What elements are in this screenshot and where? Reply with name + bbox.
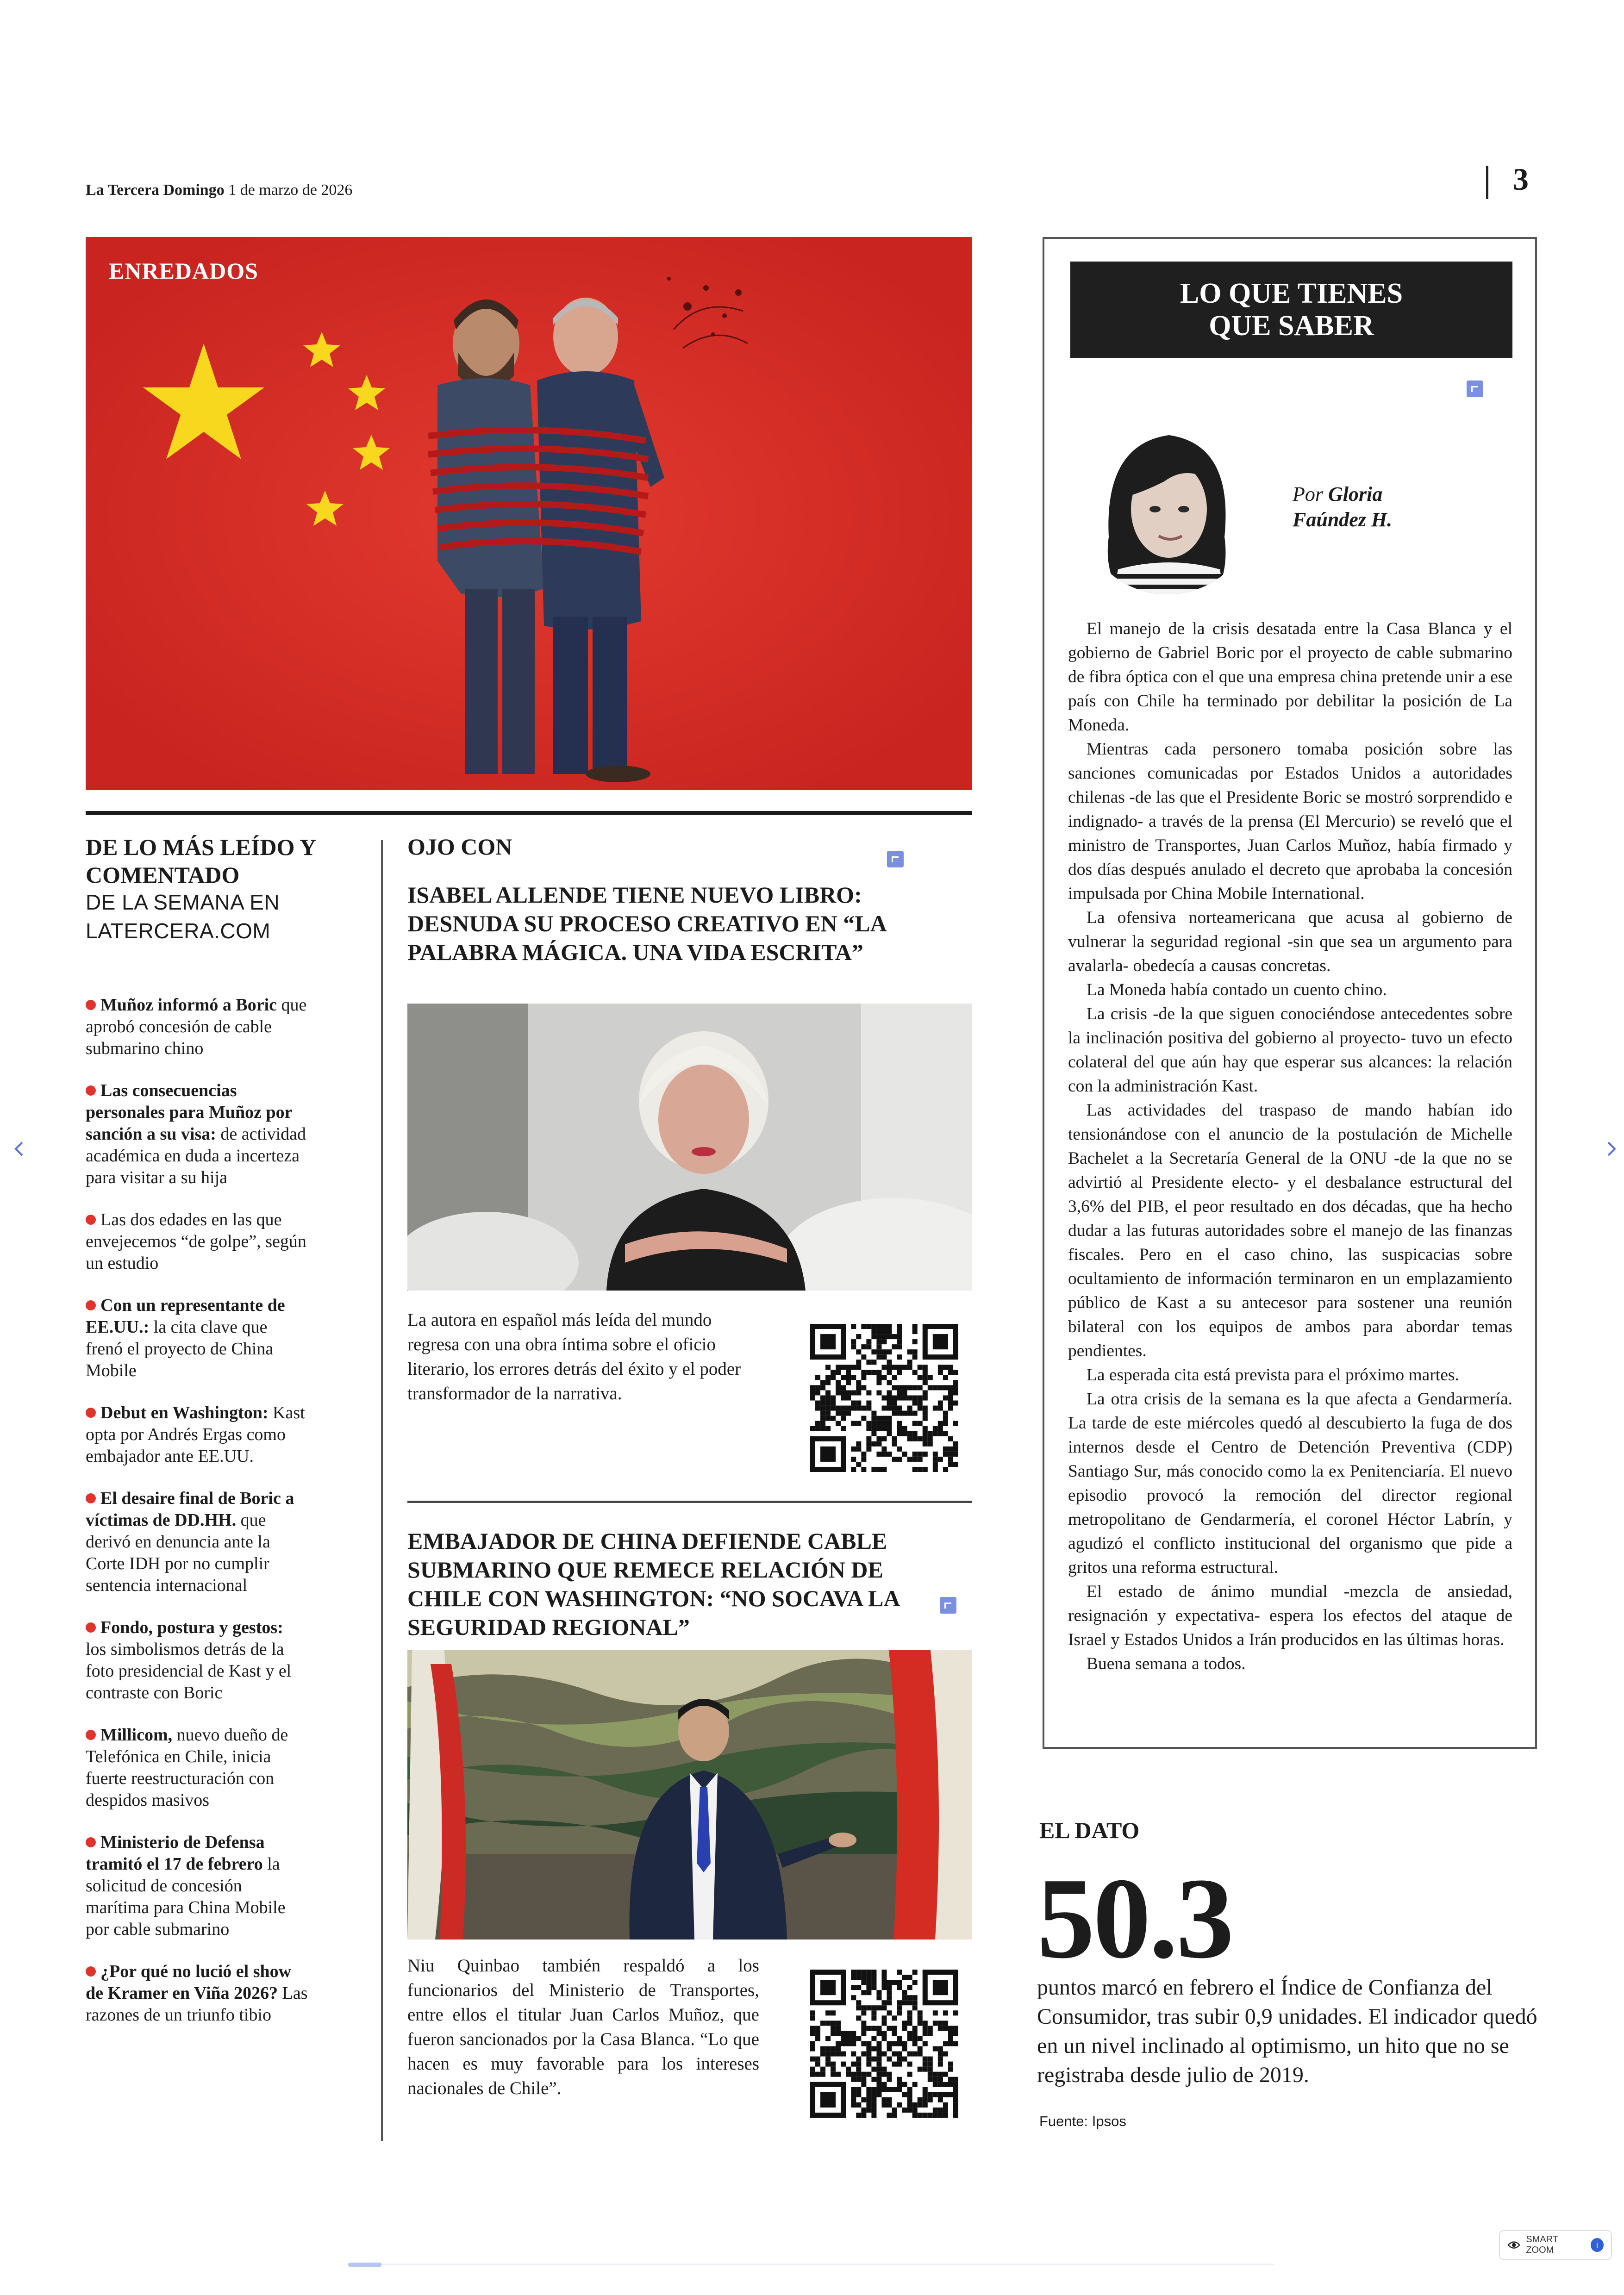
bullet-icon [86, 1730, 96, 1740]
author-prefix: Por [1293, 483, 1323, 505]
column-paragraph: La otra crisis de la semana es la que afecta a Gendarmería. La tarde de este miércoles quedó al descubierto la fuga de dos internos desde el Centro de Detención Preventiva (CDP) Santiago Sur, más conocido como la ex Penitenciaría. El nuevo episodio provocó la remoción del director regional metropolitano de Gendarmería, el coronel Héctor Labrín, y agudizó el conflicto institucional del organismo que pide a gritos una reforma estructural. [1068, 1390, 1512, 1577]
story2-caption: Niu Quinbao también respaldó a los funcionarios del Ministerio de Transportes, entre ellos el titular Juan Carlos Muñoz, que fueron sancionados por la Casa Blanca. “Lo que hacen es muy favorable para los intereses nacionales de Chile”. [407, 1956, 759, 2098]
column-banner [1070, 262, 1512, 358]
most-read-item[interactable] [86, 1402, 308, 1467]
story1-caption: La autora en español más leída del mundo regresa con una obra íntima sobre el oficio literario, los errores detrás del éxito y el poder transformador de la narrativa. [407, 1310, 741, 1403]
publication-date: 1 de marzo de 2026 [228, 181, 353, 199]
column-paragraph: La Moneda había contado un cuento chino. [1087, 980, 1387, 999]
column-banner-line1: LO QUE TIENES [1180, 278, 1403, 309]
most-read-item-text: nuevo dueño de Telefónica en Chile, inicia fuerte reestructuración con despidos masivos [86, 1725, 288, 1810]
el-dato-label: EL DATO [1039, 1817, 1140, 1843]
prev-page-icon[interactable] [10, 1140, 29, 1158]
most-read-item-text: los simbolismos detrás de la foto presidencial de Kast y el contraste con Boric [86, 1640, 292, 1703]
column-paragraph: La esperada cita está prevista para el próximo martes. [1087, 1366, 1459, 1384]
most-read-item[interactable] [86, 1961, 308, 2026]
bullet-icon [86, 1408, 96, 1418]
story1-photo-art [407, 1004, 972, 1291]
most-read-item-bold: Muñoz informó a Boric [100, 995, 277, 1015]
most-read-item-bold: Ministerio de Defensa tramitó el 17 de febrero [86, 1833, 265, 1874]
most-read-item[interactable] [86, 1724, 308, 1811]
column-paragraph: La ofensiva norteamericana que acusa al gobierno de vulnerar la seguridad regional -sin que sea un argumento para avalarla- obedecía a causas concretas. [1068, 908, 1512, 975]
story2-photo [407, 1650, 972, 1940]
next-page-icon[interactable] [1602, 1140, 1620, 1158]
most-read-item-bold: Debut en Washington: [100, 1403, 269, 1422]
smart-zoom-label: SMART ZOOM [1526, 2234, 1558, 2255]
hero-illustration [86, 237, 972, 790]
story2-photo-art [407, 1650, 972, 1940]
el-dato-value: 50.3 [1037, 1854, 1232, 1983]
most-read-item[interactable] [86, 1832, 308, 1940]
most-read-item-text: la solicitud de concesión marítima para China Mobile por cable submarino [86, 1854, 286, 1939]
publication-line [86, 181, 352, 199]
column-paragraph: La crisis -de la que siguen conociéndose antecedentes sobre la inclinación positiva del gobierno al proyecto- tuvo un efecto colateral del que aún hay que esperar sus alcances: la relación con la administración Kast. [1068, 1004, 1512, 1096]
most-read-item[interactable] [86, 994, 308, 1060]
column-paragraph: El manejo de la crisis desatada entre la Casa Blanca y el gobierno de Gabriel Boric por el proyecto de cable submarino de fibra óptica con el que una empresa china pretende unir a ese país con Chile ha terminado por debilitar la posición de La Moneda. [1068, 619, 1512, 735]
bullet-icon [86, 1300, 96, 1310]
publication-name: La Tercera Domingo [86, 181, 225, 199]
most-read-item[interactable] [86, 1209, 308, 1274]
bullet-icon [86, 1215, 96, 1225]
header-divider [1486, 166, 1488, 199]
most-read-item[interactable] [86, 1488, 308, 1597]
most-read-item-text: que aprobó concesión de cable submarino chino [86, 995, 307, 1058]
author-last-name: Faúndez H. [1293, 508, 1393, 531]
hero-kicker: ENREDADOS [109, 258, 258, 284]
most-read-item-text: de actividad académica en duda a incerteza para visitar a su hija [86, 1124, 306, 1187]
column-paragraph: Las actividades del traspaso de mando habían ido tensionándose con el anuncio de la postulación de Michelle Bachelet a la Secretaría General de la ONU -de la que no se advirtió al Presidente electo- y el desbalance estructural del 3,6% del PIB, el peor resultado en dos décadas, que ha hecho dudar a las futuras autoridades sobre el manejo de las finanzas fiscales. Pero en el caso chino, las suspicacias sobre ocultamiento de información terminaron en un emplazamiento público de Kast a su antecesor para sostener una reunión bilateral con los equipos de ambos para abordar temas pendientes. [1068, 1101, 1512, 1360]
el-dato-text: puntos marcó en febrero el Índice de Confianza del Consumidor, tras subir 0,9 unidades. El indicador quedó en un nivel inclinado al optimismo, un hito que no se registraba desde julio de 2019. [1037, 1975, 1537, 2087]
most-read-item[interactable] [86, 1617, 308, 1704]
article-link-icon[interactable] [1467, 380, 1483, 397]
most-read-subtitle-line2: LATERCERA.COM [86, 919, 271, 943]
hero-artwork [86, 237, 972, 790]
most-read-item-bold: Fondo, postura y gestos: [100, 1618, 283, 1637]
story2-headline[interactable]: EMBAJADOR DE CHINA DEFIENDE CABLE SUBMARINO QUE REMECE RELACIÓN DE CHILE CON WASHINGTON: “NO SOCAVA LA SEGURIDAD REGIONAL” [407, 1528, 899, 1640]
most-read-item-bold: Millicom, [100, 1725, 173, 1745]
most-read-list [86, 994, 308, 2046]
bullet-icon [86, 1966, 96, 1977]
bullet-icon [86, 1000, 96, 1010]
el-dato-source: Fuente: Ipsos [1039, 2113, 1126, 2129]
column-author [1293, 481, 1392, 532]
column-paragraph: Buena semana a todos. [1087, 1654, 1246, 1673]
author-first-name: Gloria [1328, 483, 1383, 505]
most-read-subtitle [86, 888, 350, 945]
bullet-icon [86, 1622, 96, 1633]
article-link-icon[interactable] [940, 1597, 956, 1614]
smart-zoom-button[interactable] [1499, 2230, 1612, 2260]
article-link-icon[interactable] [887, 851, 904, 867]
most-read-item-bold: ¿Por qué no lució el show de Kramer en Viña 2026? [86, 1962, 292, 2003]
section-rule [86, 811, 972, 815]
most-read-title: DE LO MÁS LEÍDO Y COMENTADO [86, 834, 316, 888]
story-divider [407, 1501, 972, 1503]
most-read-item-bold: Las consecuencias personales para Muñoz por sanción a su visa: [86, 1081, 292, 1144]
bullet-icon [86, 1493, 96, 1503]
most-read-item-text: que derivó en denuncia ante la Corte IDH por no cumplir sentencia internacional [86, 1510, 270, 1595]
bullet-icon [86, 1837, 96, 1847]
page-progress-thumb[interactable] [348, 2263, 381, 2267]
most-read-item-text: Kast opta por Andrés Ergas como embajador ante EE.UU. [86, 1403, 305, 1466]
column-paragraph: Mientras cada personero tomaba posición sobre las sanciones comunicadas por Estados Unidos a autoridades chilenas -de las que el Presidente Boric se mostró sorprendido e indignado- a través de la prensa (El Mercurio) se reveló que el ministro de Transportes, Juan Carlos Muñoz, había firmado y dos días después anulado el decreto que aprobaba la concesión impulsada por China Mobile International. [1068, 740, 1512, 903]
most-read-item[interactable] [86, 1080, 308, 1189]
column-body [1068, 617, 1512, 1676]
story1-photo [407, 1004, 972, 1291]
most-read-item-bold: El desaire final de Boric a víctimas de DD.HH. [86, 1489, 294, 1530]
story1-headline[interactable]: ISABEL ALLENDE TIENE NUEVO LIBRO: DESNUDA SU PROCESO CREATIVO EN “LA PALABRA MÁGICA. UNA VIDA ESCRITA” [407, 882, 886, 965]
page-number: 3 [1513, 162, 1529, 197]
column-paragraph: El estado de ánimo mundial -mezcla de ansiedad, resignación y expectativa- espera los efectos del ataque de Israel y Estados Unidos a Irán producidos en las últimas horas. [1068, 1582, 1512, 1649]
column-banner-line2: QUE SABER [1209, 310, 1374, 342]
column-divider [381, 840, 383, 2141]
eye-icon [1507, 2240, 1520, 2250]
author-photo [1076, 417, 1259, 595]
story2-qr-code[interactable] [810, 1970, 958, 2118]
most-read-item-text: la cita clave que frenó el proyecto de China Mobile [86, 1317, 274, 1380]
smart-zoom-badge: i [1591, 2238, 1604, 2252]
bullet-icon [86, 1085, 96, 1096]
most-read-item[interactable] [86, 1295, 308, 1382]
story1-qr-code[interactable] [810, 1324, 958, 1472]
page-progress-track [348, 2264, 1274, 2265]
most-read-subtitle-line1: DE LA SEMANA EN [86, 890, 280, 914]
most-read-item-text: Las dos edades en las que envejecemos “de golpe”, según un estudio [86, 1210, 306, 1273]
most-read-item-text: Las razones de un triunfo tibio [86, 1983, 308, 2025]
ojo-con-label: OJO CON [407, 834, 512, 860]
most-read-item-bold: Con un representante de EE.UU.: [86, 1296, 285, 1337]
